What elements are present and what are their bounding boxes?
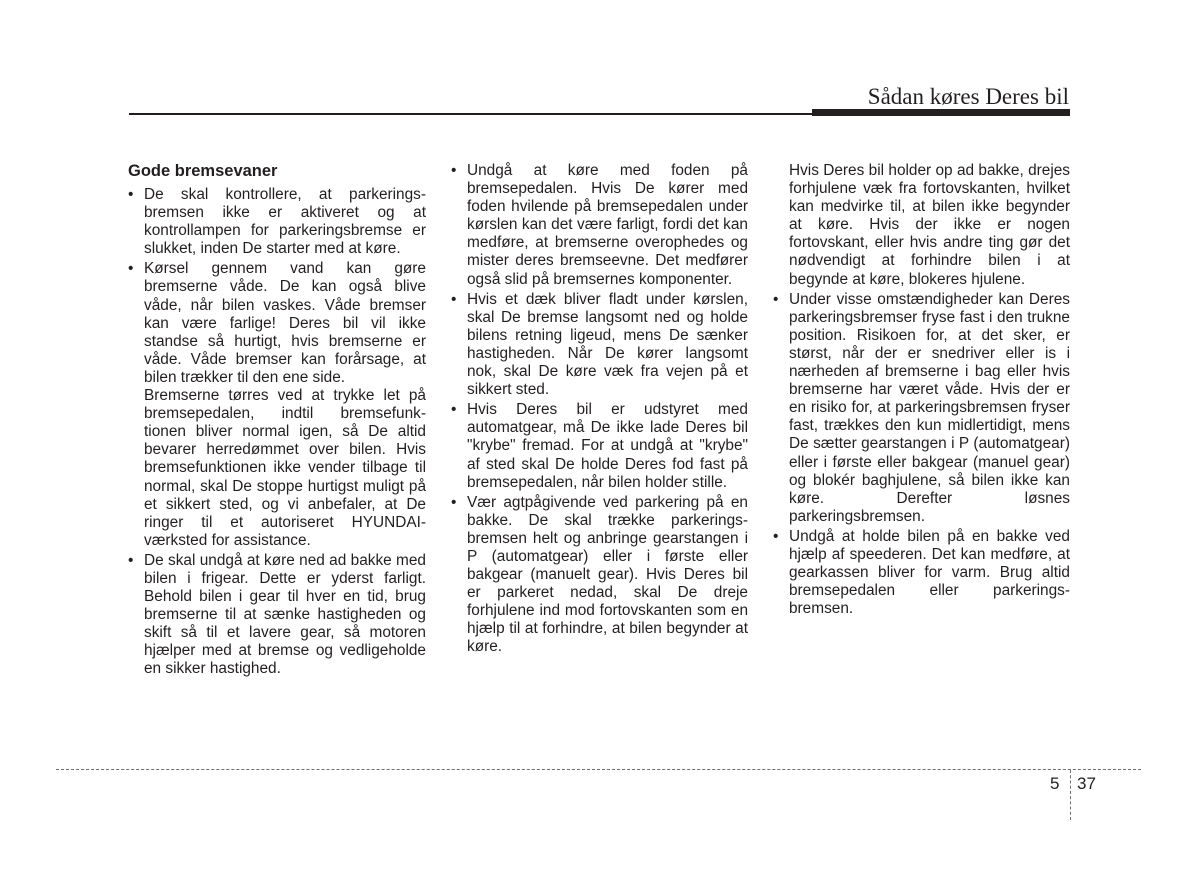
bullet-icon: • [773, 290, 779, 308]
bullet-text: De skal kontrollere, at parkerings- bremsen ikke er aktiveret og at kontrollampen for parkeringsbremse er slukket, inden De starter med at køre. [144, 186, 426, 258]
chapter-number: 5 [1050, 774, 1060, 793]
bullet-text: Under visse omstændigheder kan Deres parkeringsbremser fryse fast i den trukne position. Risikoen for, at det sker, er størst, når der er snedriver eller is i nærheden af bremserne i bag eller hvis bremserne har været våde. Hvis der er en risiko for, at parkeringsbremsen fryser fast, trækkes den kun midlertidigt, mens De sætter gearstangen i P (automatgear) eller i første eller bakgear (manuel gear) og blokér baghjulene, så bilen ikke kan køre. Derefter løsnes parkeringsbremsen. [789, 290, 1070, 525]
paragraph-uphill-parking: Hvis Deres bil holder op ad bakke, drejes forhjulene væk fra fortovskanten, hvilket kan medvirke til, at bilen ikke begynder at køre. Hvis der ikke er nogen fortovskant, eller hvis andre ting gør det nødvendigt at forhindre bilen i at begynde at køre, blokeres hjulene. [789, 162, 1070, 288]
bullet-text: Undgå at holde bilen på en bakke ved hjælp af speederen. Det kan medføre, at gearkassen bliver for varm. Brug altid bremsepedalen eller parkerings- bremsen. [789, 527, 1070, 618]
bullet-text: Hvis Deres bil er udstyret med automatgear, må De ikke lade Deres bil "krybe" fremad. For at undgå at "krybe" af sted skal De holde Deres fod fast på bremsepedalen, når bilen holder stille. [467, 401, 748, 491]
bullet-text: Hvis et dæk bliver fladt under kørslen, skal De bremse langsomt ned og holde bilens retning ligeud, mens De sænker hastigheden. Når De kører langsomt nok, skal De køre væk fra vejen på et sikkert sted. [467, 290, 748, 399]
header-rule-accent [812, 109, 1070, 116]
bullet-item-flat-tyre [451, 291, 748, 400]
bullet-item-parking-brake-check [128, 186, 426, 258]
bullet-text: Undgå at køre med foden på bremsepedalen. Hvis De kører med foden hvilende på bremsepedalen under kørslen kan det være farligt, fordi det kan medføre, at bremserne overophedes og mister deres bremseevne. Det medfører også slid på bremsernes komponenter. [467, 162, 748, 288]
column-middle [451, 162, 748, 657]
bullet-icon: • [773, 527, 779, 545]
bullet-icon: • [451, 493, 457, 511]
bullet-icon: • [128, 186, 134, 203]
bullet-item-wet-brakes [128, 260, 426, 387]
bullet-item-throttle-hold [773, 528, 1070, 618]
footer-page-separator [1070, 770, 1071, 820]
bullet-icon: • [128, 551, 134, 569]
bullet-item-automatic-creep [451, 401, 748, 491]
bullet-icon: • [451, 401, 457, 419]
section-heading: Gode bremsevaner [128, 162, 278, 180]
page-header-title: Sådan køres Deres bil [867, 84, 1069, 109]
bullet-item-neutral-downhill [128, 552, 426, 679]
bullet-text: Vær agtpågivende ved parkering på en bakke. De skal trække parkerings- bremsen helt og anbringe gearstangen i P (automatgear) eller i første eller bakgear (manuelt gear). Hvis Deres bil er parkeret nedad, skal De dreje forhjulene ind mod fortovskanten som en hjælp til at forhindre, at bilen begynder at køre. [467, 493, 748, 656]
column-left [128, 162, 426, 679]
bullet-icon: • [451, 162, 457, 179]
bullet-item-foot-on-pedal [451, 162, 748, 289]
column-right [773, 162, 1070, 618]
bullet-text: Kørsel gennem vand kan gøre bremserne våde. De kan også blive våde, når bilen vaskes. Våde bremser kan være farlige! Deres bil vil ikke standse så hurtigt, hvis bremserne er våde. Våde bremser kan forårsage, at bilen trækker til den ene side. [144, 260, 426, 386]
paragraph-drying-brakes: Bremserne tørres ved at trykke let på bremsepedalen, indtil bremsefunk- tionen bliver normal igen, så De altid bevarer herredømmet over bilen. Hvis bremsefunktionen ikke vender tilbage til normal, skal De stoppe hurtigst muligt på et sikkert sted, og vi anbefaler, at De ringer til et autoriseret HYUNDAI-værksted for assistance. [144, 387, 426, 549]
bullet-item-frozen-brake [773, 291, 1070, 526]
footer-divider [56, 769, 1141, 770]
bullet-icon: • [451, 290, 457, 308]
bullet-icon: • [128, 260, 134, 278]
bullet-item-hill-parking [451, 494, 748, 657]
bullet-text: De skal undgå at køre ned ad bakke med bilen i frigear. Dette er yderst farligt. Behold bilen i gear til hver en tid, brug bremserne til at sænke hastigheden og skift så til et lavere gear, så motoren hjælper med at bremse og vedligeholde en sikker hastighed. [144, 551, 426, 678]
page-number: 37 [1077, 774, 1096, 793]
header-rule [129, 113, 812, 115]
